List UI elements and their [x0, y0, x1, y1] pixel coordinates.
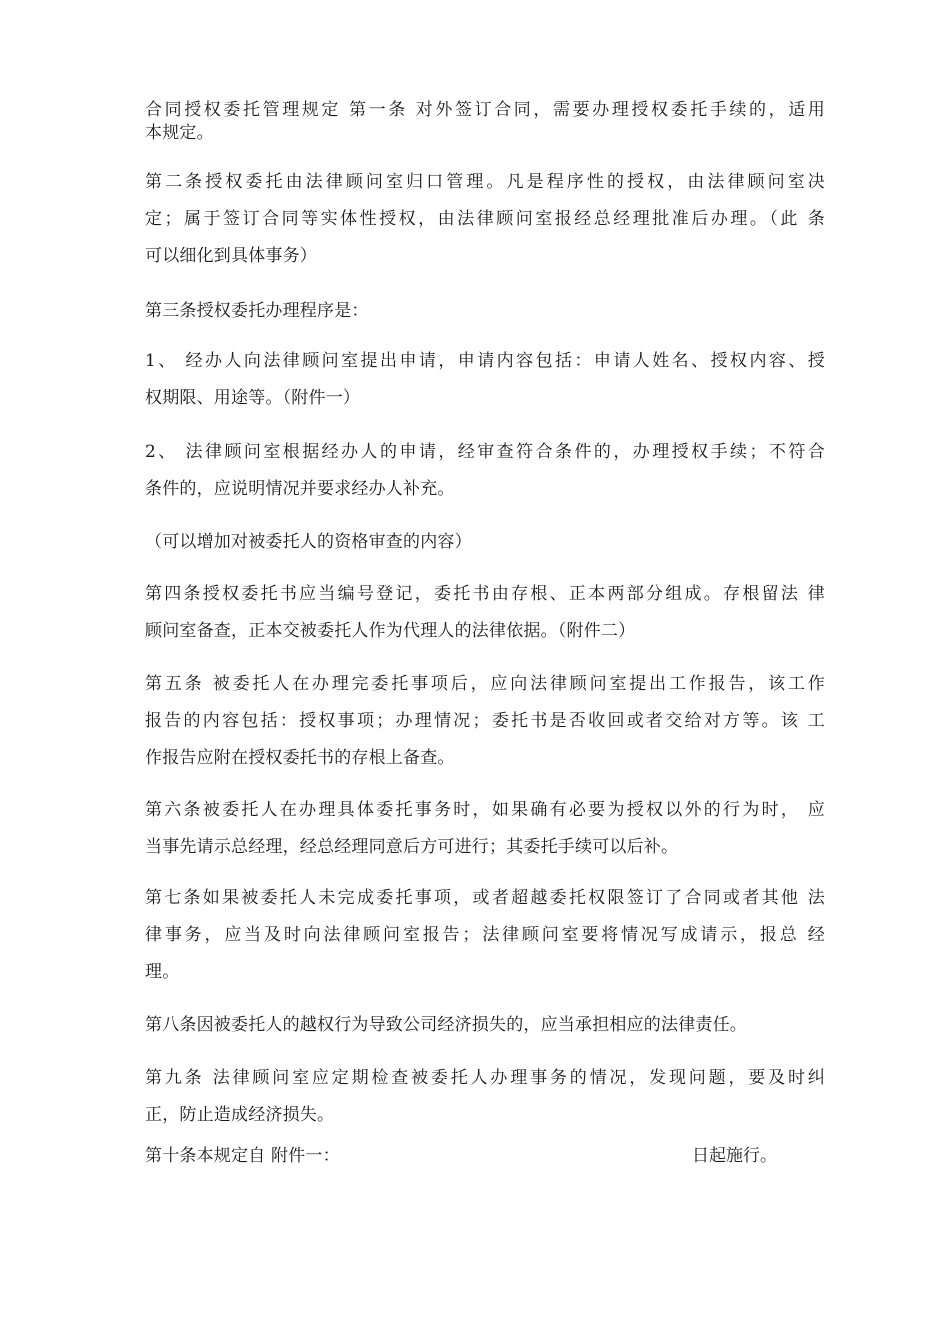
text-line: 2、 法律顾问室根据经办人的申请，经审查符合条件的，办理授权手续；不符合: [145, 442, 825, 462]
text-line: 律事务，应当及时向法律顾问室报告；法律顾问室要将情况写成请示，报总 经: [145, 925, 825, 945]
text-line: 第二条授权委托由法律顾问室归口管理。凡是程序性的授权，由法律顾问室决: [145, 172, 825, 192]
text-line: 可以细化到具体事务）: [145, 246, 317, 266]
text-line: 第十条本规定自 附件一：: [145, 1146, 340, 1166]
text-line: 作报告应附在授权委托书的存根上备查。: [145, 748, 455, 768]
text-line: 理。: [145, 962, 180, 982]
text-line: 第四条授权委托书应当编号登记，委托书由存根、正本两部分组成。存根留法 律: [145, 584, 825, 604]
text-line-effective-date: 日起施行。: [692, 1146, 777, 1166]
text-line: 第五条 被委托人在办理完委托事项后，应向法律顾问室提出工作报告，该工作: [145, 674, 825, 694]
text-line: 第九条 法律顾问室应定期检查被委托人办理事务的情况，发现问题，要及时纠: [145, 1068, 825, 1088]
text-line: 第六条被委托人在办理具体委托事务时，如果确有必要为授权以外的行为时， 应: [145, 800, 825, 820]
text-line: 第三条授权委托办理程序是：: [145, 301, 369, 321]
text-line: 当事先请示总经理，经总经理同意后方可进行；其委托手续可以后补。: [145, 837, 679, 857]
text-line: 第八条因被委托人的越权行为导致公司经济损失的，应当承担相应的法律责任。: [145, 1015, 747, 1035]
text-line: 顾问室备查，正本交被委托人作为代理人的法律依据。（附件二）: [145, 621, 636, 641]
text-line: 正，防止造成经济损失。: [145, 1105, 335, 1125]
text-line: 报告的内容包括：授权事项；办理情况；委托书是否收回或者交给对方等。该 工: [145, 711, 825, 731]
text-line: 权期限、用途等。（附件一）: [145, 388, 361, 408]
text-line: 1、 经办人向法律顾问室提出申请，申请内容包括：申请人姓名、授权内容、授: [145, 351, 825, 371]
text-line: 本规定。: [145, 123, 214, 143]
text-line: 合同授权委托管理规定 第一条 对外签订合同，需要办理授权委托手续的，适用: [145, 100, 825, 120]
text-line: 第七条如果被委托人未完成委托事项，或者超越委托权限签订了合同或者其他 法: [145, 888, 825, 908]
text-line: 定；属于签订合同等实体性授权，由法律顾问室报经总经理批准后办理。（此 条: [145, 209, 825, 229]
text-line: 条件的，应说明情况并要求经办人补充。: [145, 479, 455, 499]
text-line: （可以增加对被委托人的资格审查的内容）: [145, 532, 472, 552]
